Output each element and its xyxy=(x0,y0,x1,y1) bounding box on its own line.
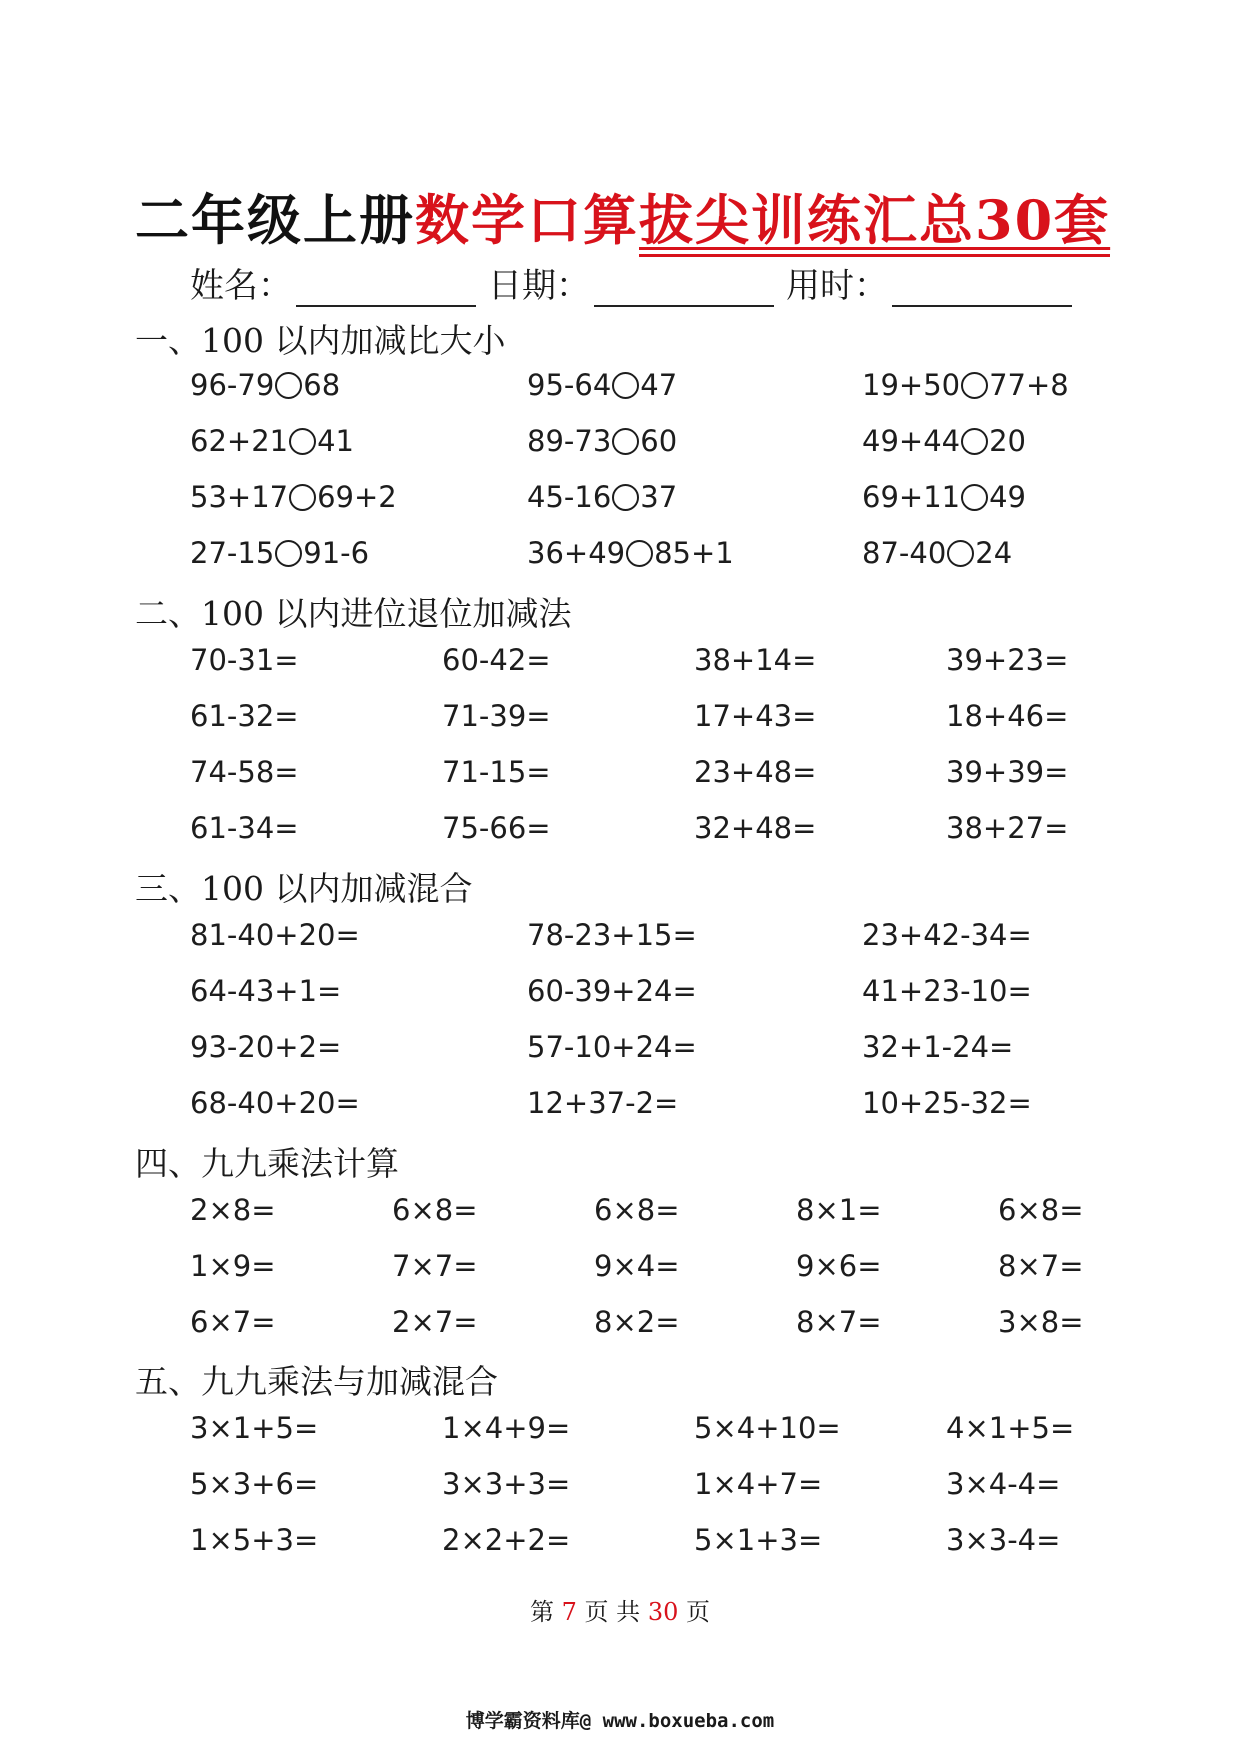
name-blank[interactable] xyxy=(296,275,476,307)
problem-item: 23+48= xyxy=(694,755,817,789)
compare-circle[interactable] xyxy=(612,484,639,511)
footer-suffix: 页 xyxy=(686,1598,711,1626)
compare-right: 77+8 xyxy=(989,368,1069,402)
problem-item: 39+23= xyxy=(946,643,1069,677)
s5-row-2 xyxy=(0,1467,1240,1507)
compare-left: 96-79 xyxy=(190,368,275,402)
problem-item: 3×8= xyxy=(998,1305,1084,1339)
compare-item xyxy=(190,368,340,402)
s2-row-2 xyxy=(0,699,1240,739)
compare-item xyxy=(527,536,734,570)
section-2-title: 二、100 以内进位退位加减法 xyxy=(135,594,572,633)
problem-item: 8×7= xyxy=(998,1249,1084,1283)
title-grade: 二年级上册 xyxy=(135,188,415,252)
page-title xyxy=(135,178,1115,255)
s4-row-3 xyxy=(0,1305,1240,1345)
problem-item: 3×3+3= xyxy=(442,1467,571,1501)
problem-item: 6×7= xyxy=(190,1305,276,1339)
problem-item: 3×1+5= xyxy=(190,1411,319,1445)
compare-item xyxy=(527,368,677,402)
s1-row-4 xyxy=(0,536,1240,576)
problem-item: 9×4= xyxy=(594,1249,680,1283)
compare-right: 24 xyxy=(975,536,1013,570)
problem-item: 39+39= xyxy=(946,755,1069,789)
compare-item xyxy=(190,536,369,570)
compare-item xyxy=(190,480,397,514)
problem-item: 68-40+20= xyxy=(190,1086,360,1120)
problem-item: 8×1= xyxy=(796,1193,882,1227)
problem-item: 6×8= xyxy=(392,1193,478,1227)
problem-item: 60-39+24= xyxy=(527,974,697,1008)
s4-row-1 xyxy=(0,1193,1240,1233)
problem-item: 5×4+10= xyxy=(694,1411,841,1445)
compare-circle[interactable] xyxy=(289,428,316,455)
compare-circle[interactable] xyxy=(289,484,316,511)
problem-item: 75-66= xyxy=(442,811,551,845)
compare-left: 53+17 xyxy=(190,480,289,514)
compare-left: 69+11 xyxy=(862,480,961,514)
page-number-footer xyxy=(0,1592,1240,1627)
problem-item: 61-32= xyxy=(190,699,299,733)
problem-item: 38+27= xyxy=(946,811,1069,845)
compare-left: 49+44 xyxy=(862,424,961,458)
name-label: 姓名： xyxy=(190,266,292,306)
compare-circle[interactable] xyxy=(275,372,302,399)
compare-left: 36+49 xyxy=(527,536,626,570)
compare-circle[interactable] xyxy=(612,428,639,455)
compare-left: 95-64 xyxy=(527,368,612,402)
problem-item: 7×7= xyxy=(392,1249,478,1283)
compare-right: 20 xyxy=(989,424,1027,458)
compare-circle[interactable] xyxy=(947,540,974,567)
compare-circle[interactable] xyxy=(961,372,988,399)
s1-row-1 xyxy=(0,368,1240,408)
compare-right: 47 xyxy=(640,368,678,402)
compare-right: 91-6 xyxy=(303,536,370,570)
title-subject: 数学口算 xyxy=(415,188,639,252)
problem-item: 2×7= xyxy=(392,1305,478,1339)
problem-item: 38+14= xyxy=(694,643,817,677)
source-watermark: 博学霸资料库@ www.boxueba.com xyxy=(465,1710,775,1732)
compare-item xyxy=(527,480,677,514)
footer-middle: 页 共 xyxy=(584,1598,641,1626)
problem-item: 71-39= xyxy=(442,699,551,733)
section-3-title: 三、100 以内加减混合 xyxy=(135,869,473,908)
compare-item xyxy=(862,424,1026,458)
problem-item: 18+46= xyxy=(946,699,1069,733)
problem-item: 41+23-10= xyxy=(862,974,1032,1008)
total-page-number: 30 xyxy=(647,1598,679,1626)
s1-row-2 xyxy=(0,424,1240,464)
problem-item: 8×2= xyxy=(594,1305,680,1339)
compare-right: 68 xyxy=(303,368,341,402)
compare-left: 87-40 xyxy=(862,536,947,570)
problem-item: 81-40+20= xyxy=(190,918,360,952)
date-blank[interactable] xyxy=(594,275,774,307)
compare-item xyxy=(862,368,1069,402)
compare-left: 27-15 xyxy=(190,536,275,570)
problem-item: 78-23+15= xyxy=(527,918,697,952)
compare-right: 85+1 xyxy=(654,536,734,570)
problem-item: 2×2+2= xyxy=(442,1523,571,1557)
problem-item: 1×4+9= xyxy=(442,1411,571,1445)
problem-item: 93-20+2= xyxy=(190,1030,342,1064)
problem-item: 17+43= xyxy=(694,699,817,733)
compare-item xyxy=(527,424,677,458)
problem-item: 12+37-2= xyxy=(527,1086,679,1120)
problem-item: 10+25-32= xyxy=(862,1086,1032,1120)
compare-left: 45-16 xyxy=(527,480,612,514)
compare-circle[interactable] xyxy=(961,484,988,511)
problem-item: 1×9= xyxy=(190,1249,276,1283)
compare-item xyxy=(862,536,1012,570)
compare-right: 69+2 xyxy=(317,480,397,514)
section-5-title: 五、九九乘法与加减混合 xyxy=(135,1362,498,1401)
title-series: 拔尖训练汇总30套 xyxy=(639,188,1110,257)
compare-circle[interactable] xyxy=(626,540,653,567)
problem-item: 6×8= xyxy=(998,1193,1084,1227)
problem-item: 5×3+6= xyxy=(190,1467,319,1501)
problem-item: 23+42-34= xyxy=(862,918,1032,952)
time-blank[interactable] xyxy=(892,275,1072,307)
compare-left: 89-73 xyxy=(527,424,612,458)
problem-item: 9×6= xyxy=(796,1249,882,1283)
s3-row-2 xyxy=(0,974,1240,1014)
problem-item: 61-34= xyxy=(190,811,299,845)
compare-item xyxy=(862,480,1026,514)
problem-item: 60-42= xyxy=(442,643,551,677)
problem-item: 3×4-4= xyxy=(946,1467,1061,1501)
s2-row-1 xyxy=(0,643,1240,683)
compare-right: 49 xyxy=(989,480,1027,514)
s3-row-1 xyxy=(0,918,1240,958)
compare-right: 60 xyxy=(640,424,678,458)
compare-left: 19+50 xyxy=(862,368,961,402)
problem-item: 32+1-24= xyxy=(862,1030,1014,1064)
problem-item: 6×8= xyxy=(594,1193,680,1227)
time-label: 用时： xyxy=(786,266,888,306)
problem-item: 64-43+1= xyxy=(190,974,342,1008)
problem-item: 32+48= xyxy=(694,811,817,845)
compare-circle[interactable] xyxy=(961,428,988,455)
s5-row-3 xyxy=(0,1523,1240,1563)
s3-row-4 xyxy=(0,1086,1240,1126)
compare-circle[interactable] xyxy=(275,540,302,567)
section-4-title: 四、九九乘法计算 xyxy=(135,1144,399,1183)
problem-item: 74-58= xyxy=(190,755,299,789)
student-info-line xyxy=(190,258,1084,307)
s2-row-4 xyxy=(0,811,1240,851)
problem-item: 4×1+5= xyxy=(946,1411,1075,1445)
current-page-number: 7 xyxy=(561,1598,577,1626)
s1-row-3 xyxy=(0,480,1240,520)
compare-right: 41 xyxy=(317,424,355,458)
s5-row-1 xyxy=(0,1411,1240,1451)
compare-item xyxy=(190,424,354,458)
date-label: 日期： xyxy=(488,266,590,306)
problem-item: 1×5+3= xyxy=(190,1523,319,1557)
problem-item: 1×4+7= xyxy=(694,1467,823,1501)
problem-item: 57-10+24= xyxy=(527,1030,697,1064)
compare-left: 62+21 xyxy=(190,424,289,458)
problem-item: 5×1+3= xyxy=(694,1523,823,1557)
compare-right: 37 xyxy=(640,480,678,514)
problem-item: 3×3-4= xyxy=(946,1523,1061,1557)
problem-item: 8×7= xyxy=(796,1305,882,1339)
problem-item: 71-15= xyxy=(442,755,551,789)
compare-circle[interactable] xyxy=(612,372,639,399)
s3-row-3 xyxy=(0,1030,1240,1070)
s4-row-2 xyxy=(0,1249,1240,1289)
section-1-title: 一、100 以内加减比大小 xyxy=(135,321,506,360)
problem-item: 70-31= xyxy=(190,643,299,677)
problem-item: 2×8= xyxy=(190,1193,276,1227)
footer-prefix: 第 xyxy=(529,1598,554,1626)
s2-row-3 xyxy=(0,755,1240,795)
